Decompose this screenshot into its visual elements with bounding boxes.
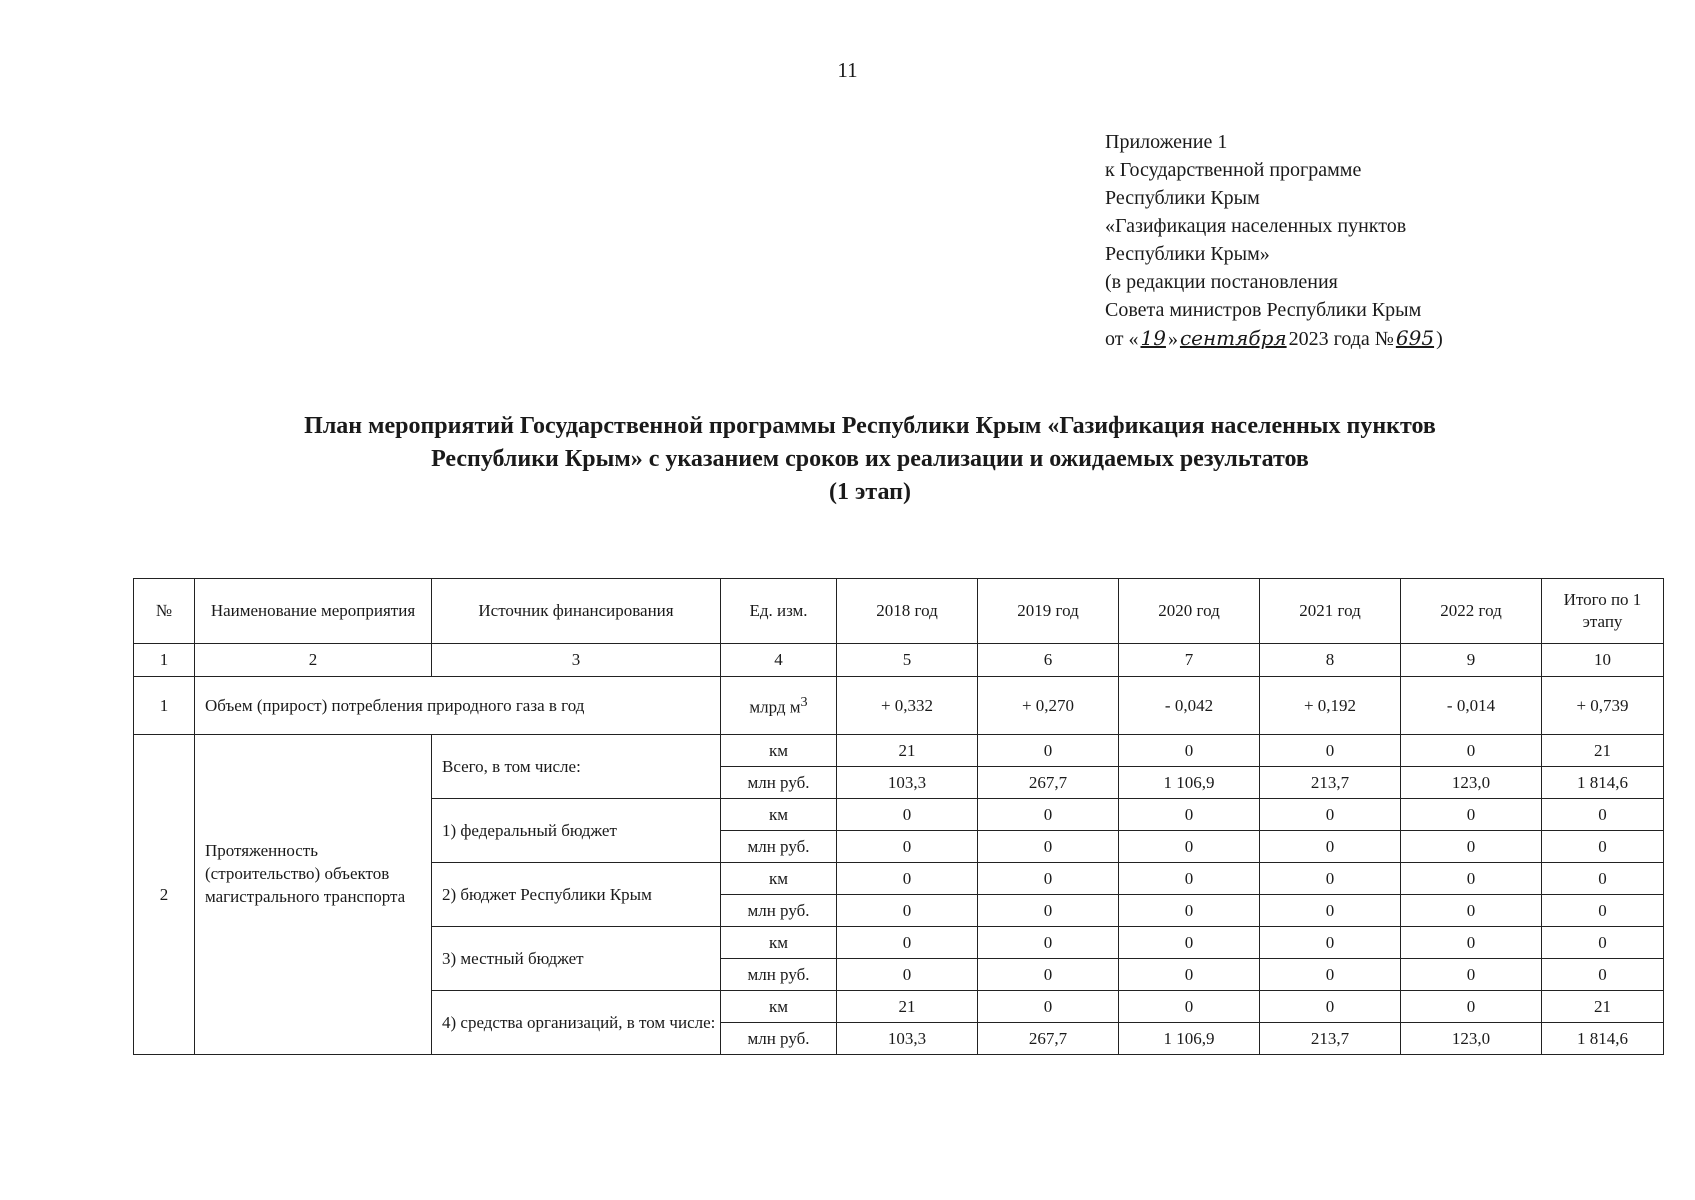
handwritten-month: сентября	[1179, 326, 1287, 350]
activity-name-cell	[195, 735, 432, 1055]
unit-cell: км	[721, 991, 837, 1023]
value-cell: 0	[1260, 895, 1401, 927]
row-number-cell: 2	[134, 735, 195, 1055]
funding-source-cell: 3) местный бюджет	[432, 927, 721, 991]
table-row	[134, 735, 1664, 767]
header-cell: 2022 год	[1401, 579, 1542, 644]
header-cell: Источник финансирования	[432, 579, 721, 644]
column-number-cell: 3	[432, 644, 721, 677]
value-cell: 103,3	[837, 767, 978, 799]
value-cell: 0	[1401, 799, 1542, 831]
value-cell: 1 106,9	[1119, 767, 1260, 799]
unit-cell: км	[721, 799, 837, 831]
value-cell: 0	[978, 959, 1119, 991]
value-cell: 0	[1542, 831, 1664, 863]
value-cell: 0	[978, 831, 1119, 863]
handwritten-number: 695	[1395, 326, 1435, 350]
unit-cell: млн руб.	[721, 895, 837, 927]
header-cell: 2020 год	[1119, 579, 1260, 644]
appendix-line: Республики Крым»	[1105, 243, 1270, 265]
value-cell: 267,7	[978, 1023, 1119, 1055]
appendix-line: Приложение 1	[1105, 131, 1228, 153]
value-cell: 21	[837, 991, 978, 1023]
value-cell: 0	[1401, 863, 1542, 895]
value-cell: 0	[978, 991, 1119, 1023]
resolution-date-line	[1105, 324, 1443, 353]
unit-text: млрд м	[749, 697, 801, 717]
date-mid: »	[1167, 328, 1178, 350]
value-cell: 21	[1542, 735, 1664, 767]
funding-source-cell: 2) бюджет Республики Крым	[432, 863, 721, 927]
column-number-cell: 10	[1542, 644, 1664, 677]
column-number-cell: 2	[195, 644, 432, 677]
header-row	[134, 579, 1664, 644]
value-cell: 0	[1119, 927, 1260, 959]
value-cell: 0	[1260, 831, 1401, 863]
value-cell: 0	[1119, 991, 1260, 1023]
header-cell: №	[134, 579, 195, 644]
unit-cell: км	[721, 927, 837, 959]
funding-source-cell: Всего, в том числе:	[432, 735, 721, 799]
value-cell: 21	[1542, 991, 1664, 1023]
value-cell: 0	[1119, 735, 1260, 767]
column-number-cell: 5	[837, 644, 978, 677]
plan-table	[133, 578, 1664, 1055]
date-year: 2023 года №	[1288, 328, 1394, 350]
value-cell: 103,3	[837, 1023, 978, 1055]
value-cell: 21	[837, 735, 978, 767]
column-number-cell: 1	[134, 644, 195, 677]
value-cell: + 0,739	[1542, 677, 1664, 735]
value-cell: 267,7	[978, 767, 1119, 799]
handwritten-day: 19	[1140, 326, 1166, 350]
header-cell: Итого по 1 этапу	[1542, 579, 1664, 644]
column-number-cell: 4	[721, 644, 837, 677]
column-number-cell: 7	[1119, 644, 1260, 677]
activity-name-text: Протяженность (строительство) объектов магистрального транспорта	[205, 841, 406, 906]
activity-name-cell: Объем (прирост) потребления природного газа в год	[195, 677, 721, 735]
value-cell: 0	[1119, 959, 1260, 991]
value-cell: 213,7	[1260, 767, 1401, 799]
value-cell: 0	[1260, 959, 1401, 991]
value-cell: 0	[1260, 927, 1401, 959]
date-suffix: )	[1436, 328, 1443, 350]
value-cell: 0	[837, 863, 978, 895]
value-cell: 0	[837, 927, 978, 959]
title-line: Республики Крым» с указанием сроков их реализации и ожидаемых результатов	[431, 446, 1309, 472]
unit-cell: млн руб.	[721, 767, 837, 799]
value-cell: 213,7	[1260, 1023, 1401, 1055]
column-number-cell: 8	[1260, 644, 1401, 677]
unit-superscript: 3	[800, 693, 808, 710]
value-cell: 0	[1401, 831, 1542, 863]
unit-cell: км	[721, 735, 837, 767]
value-cell: 1 106,9	[1119, 1023, 1260, 1055]
appendix-line: «Газификация населенных пунктов	[1105, 215, 1407, 237]
value-cell: 0	[1119, 863, 1260, 895]
value-cell: 0	[837, 895, 978, 927]
value-cell: 0	[978, 863, 1119, 895]
value-cell: 0	[1401, 927, 1542, 959]
value-cell: 0	[978, 735, 1119, 767]
value-cell: 1 814,6	[1542, 1023, 1664, 1055]
appendix-line: (в редакции постановления	[1105, 271, 1338, 293]
document-title	[0, 410, 1695, 509]
unit-cell: млн руб.	[721, 831, 837, 863]
value-cell: 0	[1119, 831, 1260, 863]
value-cell: 0	[1119, 895, 1260, 927]
header-cell: Наименование мероприятия	[195, 579, 432, 644]
value-cell: 0	[978, 927, 1119, 959]
value-cell: 0	[978, 799, 1119, 831]
value-cell: 0	[1401, 991, 1542, 1023]
value-cell: 0	[837, 831, 978, 863]
value-cell: 0	[1542, 863, 1664, 895]
title-line: (1 этап)	[829, 479, 911, 505]
unit-cell: км	[721, 863, 837, 895]
page-number: 11	[837, 58, 858, 82]
funding-source-cell: 1) федеральный бюджет	[432, 799, 721, 863]
unit-cell	[721, 677, 837, 735]
value-cell: - 0,042	[1119, 677, 1260, 735]
table-row	[134, 677, 1664, 735]
value-cell: + 0,270	[978, 677, 1119, 735]
value-cell: 0	[1542, 895, 1664, 927]
title-line: План мероприятий Государственной программы Республики Крым «Газификация населенных пунктов	[304, 413, 1436, 439]
value-cell: + 0,192	[1260, 677, 1401, 735]
value-cell: 0	[1260, 735, 1401, 767]
value-cell: - 0,014	[1401, 677, 1542, 735]
header-cell: 2021 год	[1260, 579, 1401, 644]
appendix-block	[1105, 128, 1443, 353]
header-cell: Ед. изм.	[721, 579, 837, 644]
funding-source-cell: 4) средства организаций, в том числе:	[432, 991, 721, 1055]
value-cell: 0	[1401, 735, 1542, 767]
value-cell: 123,0	[1401, 767, 1542, 799]
value-cell: 1 814,6	[1542, 767, 1664, 799]
value-cell: 0	[1260, 991, 1401, 1023]
value-cell: 0	[1119, 799, 1260, 831]
value-cell: 0	[1542, 927, 1664, 959]
row-number-cell: 1	[134, 677, 195, 735]
value-cell: + 0,332	[837, 677, 978, 735]
appendix-line: к Государственной программе	[1105, 159, 1362, 181]
value-cell: 123,0	[1401, 1023, 1542, 1055]
value-cell: 0	[1542, 959, 1664, 991]
appendix-line: Совета министров Республики Крым	[1105, 299, 1422, 321]
value-cell: 0	[1260, 799, 1401, 831]
column-number-cell: 9	[1401, 644, 1542, 677]
date-prefix: от «	[1105, 328, 1139, 350]
header-cell: 2018 год	[837, 579, 978, 644]
column-number-cell: 6	[978, 644, 1119, 677]
header-cell: 2019 год	[978, 579, 1119, 644]
value-cell: 0	[978, 895, 1119, 927]
value-cell: 0	[837, 799, 978, 831]
column-number-row	[134, 644, 1664, 677]
unit-cell: млн руб.	[721, 1023, 837, 1055]
appendix-line: Республики Крым	[1105, 187, 1260, 209]
value-cell: 0	[1260, 863, 1401, 895]
value-cell: 0	[837, 959, 978, 991]
value-cell: 0	[1401, 959, 1542, 991]
value-cell: 0	[1542, 799, 1664, 831]
value-cell: 0	[1401, 895, 1542, 927]
unit-cell: млн руб.	[721, 959, 837, 991]
